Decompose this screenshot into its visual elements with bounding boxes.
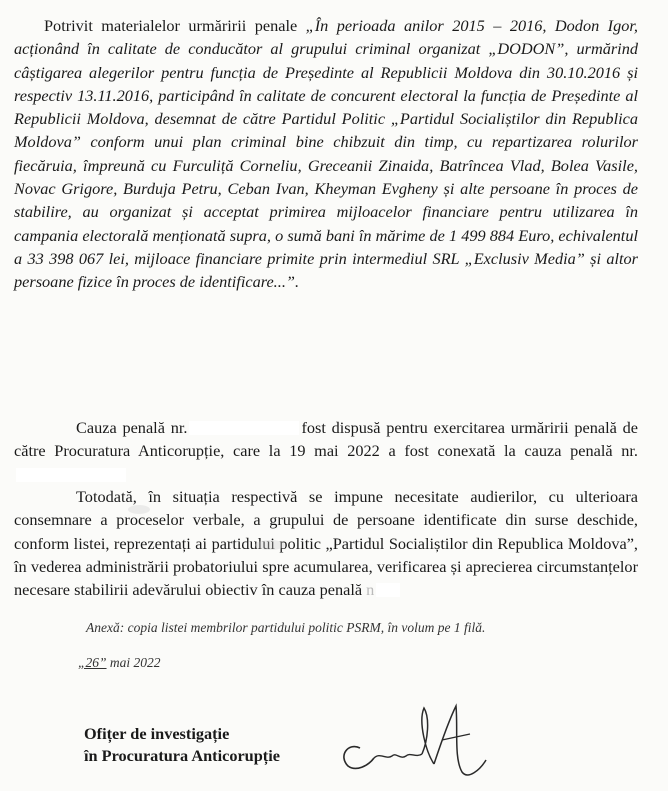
case-text-rest: fost dispusă pentru exercitarea urmăririi penală de către Procuratura Anticorupție, care la 19 mai 2022 a fost conexată la cauza penală nr. bbox=[14, 418, 638, 461]
officer-title-line1: Ofițer de investigație bbox=[84, 724, 230, 743]
date-day: „26” bbox=[78, 655, 107, 670]
document-date bbox=[78, 655, 161, 671]
signature-stroke-4 bbox=[434, 706, 486, 775]
scan-smudge bbox=[255, 540, 285, 550]
redacted-case-number bbox=[189, 421, 299, 435]
officer-title-line2: în Procuratura Anticorupție bbox=[84, 746, 280, 765]
redacted-fragment: n bbox=[366, 580, 375, 600]
hearings-text: Totodată, în situația respectivă se impune necesitate audierilor, cu ulterioara consemnare a proceselor verbale, a grupului de persoane identificate din surse deschide, conform listei, reprezentați ai partidului politic „Partidul Socialiștilor din Republica Moldova”, în vederea administrării probatoriului spre acumularea, verificarea și aprecierea circumstanțelor necesare stabilirii adevărului obiectiv în cauza penală bbox=[14, 487, 638, 600]
case-text-start: Cauza penală nr. bbox=[76, 418, 188, 437]
signature-stroke-1 bbox=[344, 747, 374, 769]
paragraph-allegations bbox=[14, 14, 638, 294]
paragraph-case-joining bbox=[14, 416, 638, 486]
scan-smudge bbox=[128, 505, 150, 514]
quoted-allegation: „În perioada anilor 2015 – 2016, Dodon Igor, acționând în calitate de conducător al grupului criminal organizat „DODON”, urmărind câștigarea alegerilor pentru funcția de Președinte al Republicii Moldova din 30.10.2016 și respectiv 13.11.2016, participând în calitate de concurent electoral la funcția de Președinte al Republicii Moldova, desemnat de către Partidul Politic „Partidul Socialiștilor din Republica Moldova” conform unui plan criminal bine chibzuit din timp, cu repartizarea rolurilor fiecăruia, împreună cu Furculiță Corneliu, Greceanii Zinaida, Batrîncea Vlad, Bolea Vasile, Novac Grigore, Burduja Petru, Ceban Ivan, Kheyman Evgheny și alte persoane în proces de stabilire, au organizat și acceptat primirea mijloacelor financiare pentru utilizarea în campania electorală menționată supra, o sumă bani în mărime de 1 499 884 Euro, echivalentul a 33 398 067 lei, mijloace financiare primite prin intermediul SRL „Exclusiv Media” și altor persoane fizice în proces de identificare...”. bbox=[14, 16, 638, 292]
signature-stroke-2 bbox=[374, 754, 422, 758]
date-rest: mai 2022 bbox=[106, 655, 161, 670]
paragraph-hearings bbox=[14, 485, 638, 601]
redacted-case-number-3 bbox=[376, 583, 400, 597]
annex-note: Anexă: copia listei membrilor partidului politic PSRM, în volum pe 1 filă. bbox=[86, 620, 486, 635]
signature bbox=[330, 700, 510, 790]
redacted-case-number-2 bbox=[16, 468, 126, 482]
paragraph-lead: Potrivit materialelor urmăririi penale bbox=[44, 16, 306, 35]
officer-title bbox=[84, 723, 280, 767]
signature-stroke-3 bbox=[422, 708, 434, 764]
